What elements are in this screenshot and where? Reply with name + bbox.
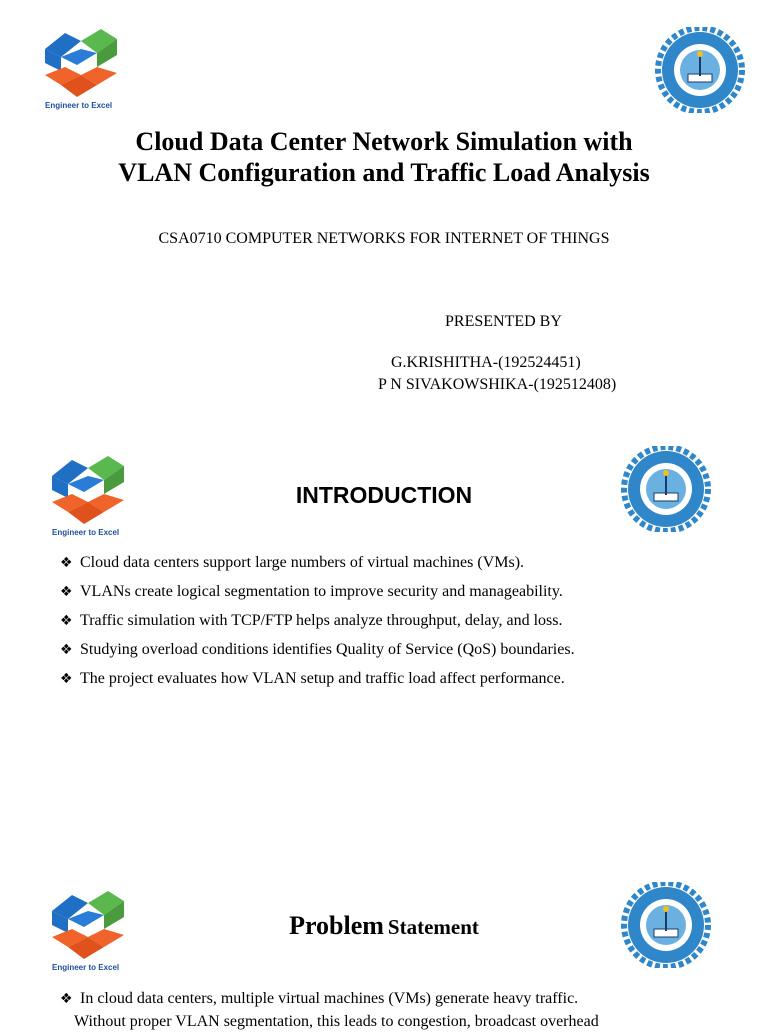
heading-word-statement: Statement xyxy=(387,915,479,939)
university-seal-icon xyxy=(654,27,746,113)
list-item: ❖ VLANs create logical segmentation to improve security and manageability. xyxy=(60,583,563,600)
diamond-bullet-icon: ❖ xyxy=(60,584,73,600)
presenter-name-1: G.KRISHITHA-(192524451) xyxy=(391,354,581,371)
logo-tagline: Engineer to Excel xyxy=(45,101,113,110)
list-item: ❖ Studying overload conditions identifies Quality of Service (QoS) boundaries. xyxy=(60,641,575,658)
logo-tagline: Engineer to Excel xyxy=(52,528,120,537)
presented-by-label: PRESENTED BY xyxy=(445,313,562,330)
diamond-bullet-icon: ❖ xyxy=(60,991,73,1007)
list-item: ❖ Traffic simulation with TCP/FTP helps analyze throughput, delay, and loss. xyxy=(60,612,563,629)
ses-logo xyxy=(45,27,117,110)
logo-tagline: Engineer to Excel xyxy=(52,963,120,972)
section-heading-problem-statement xyxy=(0,911,768,941)
ses-logo-icon xyxy=(45,27,117,99)
diamond-bullet-icon: ❖ xyxy=(60,642,73,658)
course-title: CSA0710 COMPUTER NETWORKS FOR INTERNET OF THINGS xyxy=(158,230,610,247)
slide-title-line1: Cloud Data Center Network Simulation with xyxy=(135,127,633,156)
diamond-bullet-icon: ❖ xyxy=(60,613,73,629)
heading-word-problem: Problem xyxy=(289,911,384,940)
diamond-bullet-icon: ❖ xyxy=(60,671,73,687)
introduction-bullet-list xyxy=(60,553,575,698)
diamond-bullet-icon: ❖ xyxy=(60,555,73,571)
problem-bullet: ❖ In cloud data centers, multiple virtual machines (VMs) generate heavy traffic. xyxy=(60,990,579,1007)
section-heading-introduction: INTRODUCTION xyxy=(295,482,473,508)
list-item: ❖ The project evaluates how VLAN setup and traffic load affect performance. xyxy=(60,670,565,687)
slide-title-line2: VLAN Configuration and Traffic Load Analysis xyxy=(118,158,650,187)
presenter-name-2: P N SIVAKOWSHIKA-(192512408) xyxy=(378,376,617,393)
university-seal xyxy=(654,27,746,113)
problem-bullet-continuation: Without proper VLAN segmentation, this leads to congestion, broadcast overhead xyxy=(74,1013,599,1030)
list-item: ❖ Cloud data centers support large numbers of virtual machines (VMs). xyxy=(60,554,525,571)
